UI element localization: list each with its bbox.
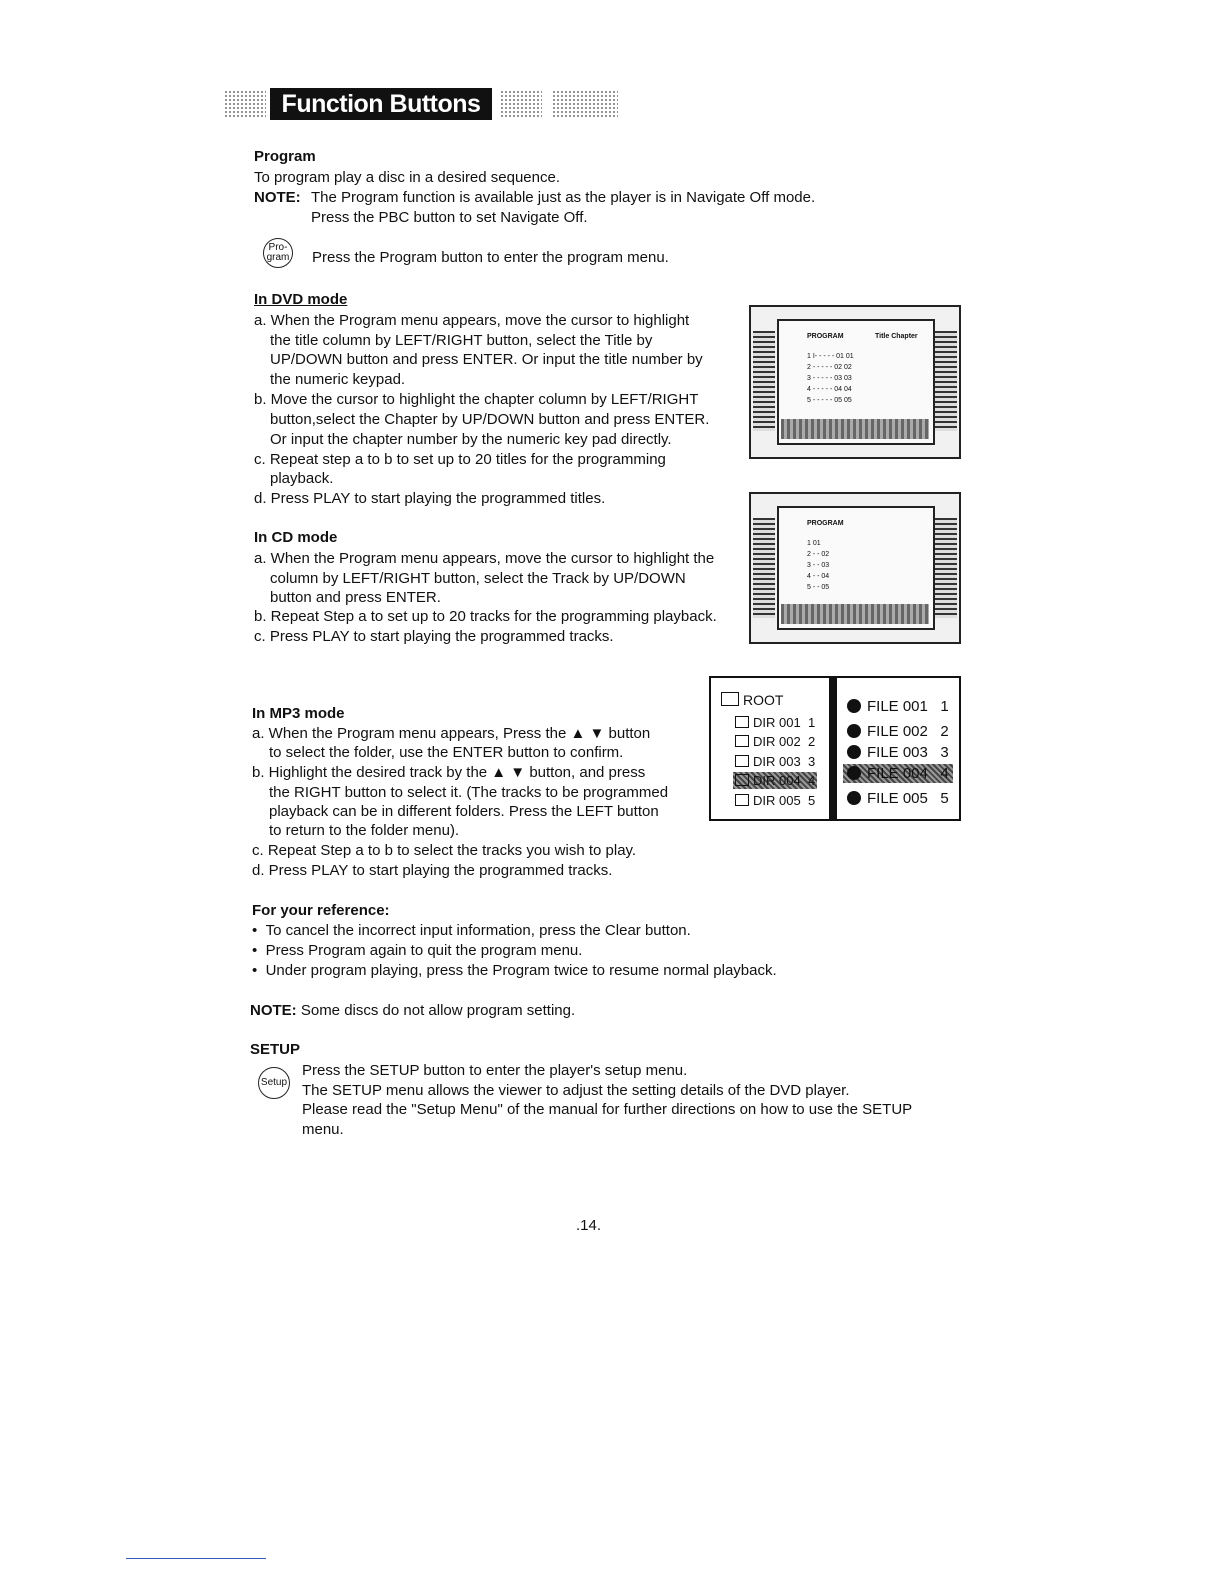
file-name: FILE 002 (867, 723, 928, 740)
root-folder-icon (721, 692, 739, 706)
file-row (847, 744, 949, 761)
file-name: FILE 005 (867, 790, 928, 807)
dvd-line: playback. (270, 470, 334, 487)
setup-button-icon (258, 1067, 290, 1099)
dvd-line: a. When the Program menu appears, move the cursor to highlight (254, 312, 690, 329)
reference-heading: For your reference: (252, 902, 390, 919)
note2 (250, 1001, 575, 1021)
file-num: 2 (940, 723, 949, 740)
dvd-line: b. Move the cursor to highlight the chapter column by LEFT/RIGHT (254, 391, 699, 408)
dvd-heading: In DVD mode (254, 291, 348, 308)
dir-name: DIR 003 (753, 754, 801, 769)
dvd-screen-row: 4 - - - - - 04 04 (807, 386, 852, 393)
program-button-icon (263, 238, 293, 268)
program-button-label-top: Pro- (268, 242, 288, 253)
mp3-line: d. Press PLAY to start playing the programmed tracks. (252, 862, 613, 879)
dvd-screen-title: PROGRAM (807, 333, 844, 340)
folder-icon (735, 794, 749, 806)
cd-screen-row: 2 - - 02 (807, 551, 830, 558)
setup-heading: SETUP (250, 1041, 301, 1058)
dvd-line: d. Press PLAY to start playing the programmed titles. (254, 490, 606, 507)
dvd-line: Or input the chapter number by the numeric key pad directly. (270, 431, 672, 448)
folder-icon (735, 755, 749, 767)
cd-screen-row: 4 - - 04 (807, 573, 830, 580)
mp3-line: playback can be in different folders. Press the LEFT button (269, 803, 659, 820)
dir-num: 5 (807, 793, 816, 808)
dvd-screen-row: 5 - - - - - 05 05 (807, 397, 852, 404)
screen-strip-right (935, 518, 957, 618)
file-row-highlighted (843, 764, 953, 783)
dir-row (735, 715, 815, 730)
music-disc-icon (847, 766, 861, 780)
program-heading: Program (254, 148, 316, 165)
program-button-text: Press the Program button to enter the program menu. (312, 249, 669, 266)
footer-rule (126, 1558, 266, 1559)
program-note-line2: Press the PBC button to set Navigate Off. (311, 209, 588, 226)
music-disc-icon (847, 745, 861, 759)
setup-button-label: Setup (260, 1077, 288, 1088)
note2-text: Some discs do not allow program setting. (300, 1002, 576, 1019)
page-title: Function Buttons (270, 88, 492, 120)
cd-screen-title: PROGRAM (807, 520, 844, 527)
cd-screen-row: 1 01 (807, 540, 821, 547)
mp3-line: c. Repeat Step a to b to select the tracks you wish to play. (252, 842, 637, 859)
mp3-browser (709, 676, 961, 821)
music-disc-icon (847, 724, 861, 738)
screen-strip-left (753, 331, 775, 431)
dvd-screen-col-header: Title Chapter (875, 333, 918, 340)
screen-strip-right (935, 331, 957, 431)
screen-strip-left (753, 518, 775, 618)
dir-row-highlighted (733, 772, 817, 789)
cd-screen-rows (807, 538, 829, 593)
reference-item: • Press Program again to quit the program menu. (252, 942, 583, 959)
reference-item-text: To cancel the incorrect input information, press the Clear button. (265, 922, 691, 939)
dvd-program-screen (749, 305, 961, 459)
file-name: FILE 004 (867, 765, 928, 782)
cd-screen-row: 5 - - 05 (807, 584, 830, 591)
dvd-line: button,select the Chapter by UP/DOWN button and press ENTER. (270, 411, 710, 428)
banner-dots-right-1 (500, 90, 542, 118)
program-note-line1: The Program function is available just as the player is in Navigate Off mode. (311, 189, 816, 206)
dir-name: DIR 001 (753, 715, 801, 730)
banner-dots-left (224, 90, 266, 118)
dvd-line: the title column by LEFT/RIGHT button, select the Title by (270, 332, 653, 349)
file-name: FILE 001 (867, 698, 928, 715)
folder-icon (735, 774, 749, 786)
file-row (847, 790, 949, 807)
folder-icon (735, 735, 749, 747)
dir-num: 3 (807, 754, 816, 769)
reference-item-text: Under program playing, press the Program twice to resume normal playback. (265, 962, 777, 979)
dir-row (735, 793, 815, 808)
setup-line: Press the SETUP button to enter the player's setup menu. (302, 1062, 688, 1079)
file-num: 4 (940, 765, 949, 782)
cd-program-screen (749, 492, 961, 644)
reference-item-text: Press Program again to quit the program menu. (265, 942, 583, 959)
setup-line: The SETUP menu allows the viewer to adjust the setting details of the DVD player. (302, 1082, 850, 1099)
dvd-line: c. Repeat step a to b to set up to 20 titles for the programming (254, 451, 666, 468)
mp3-line: the RIGHT button to select it. (The tracks to be programmed (269, 784, 669, 801)
page-number: .14. (576, 1217, 602, 1234)
cd-line: column by LEFT/RIGHT button, select the Track by UP/DOWN (270, 570, 686, 587)
cd-line: c. Press PLAY to start playing the programmed tracks. (254, 628, 614, 645)
music-disc-icon (847, 791, 861, 805)
cd-line: button and press ENTER. (270, 589, 441, 606)
file-num: 1 (940, 698, 949, 715)
dir-name: DIR 002 (753, 734, 801, 749)
cd-screen-status-bar (781, 604, 929, 624)
dir-name: DIR 005 (753, 793, 801, 808)
folder-icon (735, 716, 749, 728)
banner-dots-right-2 (552, 90, 618, 118)
dvd-screen-status-bar (781, 419, 929, 439)
dir-row (735, 734, 815, 749)
dir-row (735, 754, 815, 769)
mp3-line: a. When the Program menu appears, Press the ▲ ▼ button (252, 725, 651, 742)
program-button-label-bottom: gram (266, 252, 290, 263)
setup-line: Please read the "Setup Menu" of the manual for further directions on how to use the SETUP (302, 1101, 913, 1118)
file-name: FILE 003 (867, 744, 928, 761)
dir-num: 1 (807, 715, 816, 730)
file-row (847, 698, 949, 715)
dvd-screen-row: 1 I- - - - - 01 01 (807, 353, 854, 360)
file-row (847, 723, 949, 740)
music-disc-icon (847, 699, 861, 713)
mp3-heading: In MP3 mode (252, 705, 345, 722)
setup-line: menu. (302, 1121, 344, 1138)
dvd-screen-row: 2 - - - - - 02 02 (807, 364, 852, 371)
root-label: ROOT (743, 692, 784, 708)
dvd-screen-panel (777, 319, 935, 445)
dvd-line: the numeric keypad. (270, 371, 406, 388)
mp3-divider (829, 678, 837, 819)
mp3-line: b. Highlight the desired track by the ▲ ▼ button, and press (252, 764, 646, 781)
mp3-line: to select the folder, use the ENTER button to confirm. (269, 744, 624, 761)
dir-num: 2 (807, 734, 816, 749)
dvd-screen-row: 3 - - - - - 03 03 (807, 375, 852, 382)
file-num: 3 (940, 744, 949, 761)
cd-screen-panel (777, 506, 935, 630)
cd-line: a. When the Program menu appears, move the cursor to highlight the (254, 550, 715, 567)
cd-screen-row: 3 - - 03 (807, 562, 830, 569)
dir-num: 4 (807, 773, 816, 788)
dvd-line: UP/DOWN button and press ENTER. Or input the title number by (270, 351, 703, 368)
reference-item: • To cancel the incorrect input information, press the Clear button. (252, 922, 691, 939)
root-folder (721, 692, 783, 708)
cd-line: b. Repeat Step a to set up to 20 tracks for the programming playback. (254, 608, 717, 625)
reference-item: • Under program playing, press the Program twice to resume normal playback. (252, 962, 777, 979)
file-num: 5 (940, 790, 949, 807)
mp3-line: to return to the folder menu). (269, 822, 460, 839)
cd-heading: In CD mode (254, 529, 338, 546)
note2-label: NOTE: (250, 1002, 297, 1019)
program-intro: To program play a disc in a desired sequence. (254, 169, 561, 186)
dir-name: DIR 004 (753, 773, 801, 788)
dvd-screen-rows (807, 351, 854, 406)
program-note-label: NOTE: (254, 189, 301, 206)
